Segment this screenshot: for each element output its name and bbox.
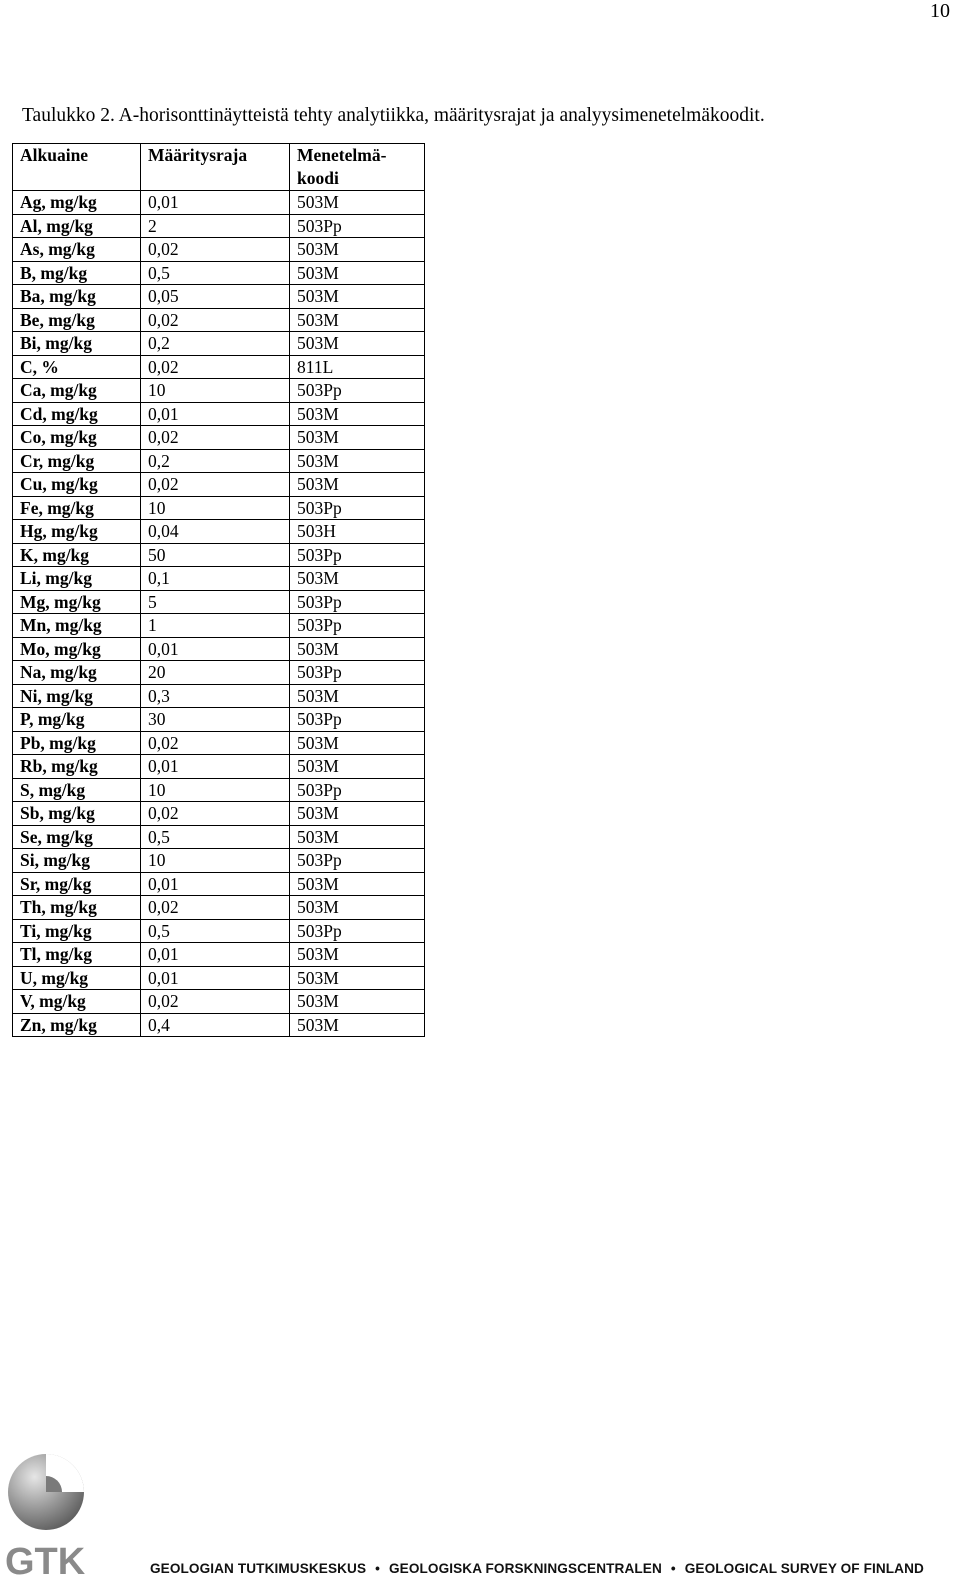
cell-element: Al, mg/kg [13, 214, 141, 238]
cell-method: 503Pp [290, 919, 425, 943]
cell-element: Rb, mg/kg [13, 755, 141, 779]
cell-method: 503Pp [290, 661, 425, 685]
cell-method: 503M [290, 285, 425, 309]
table-row [13, 825, 425, 849]
cell-element: Ni, mg/kg [13, 684, 141, 708]
table-row [13, 332, 425, 356]
cell-limit: 1 [141, 614, 290, 638]
logo-text: GTK [5, 1541, 86, 1580]
cell-limit: 0,02 [141, 308, 290, 332]
table-row [13, 731, 425, 755]
cell-limit: 0,02 [141, 238, 290, 262]
table-row [13, 402, 425, 426]
footer-org-en: GEOLOGICAL SURVEY OF FINLAND [684, 1561, 924, 1576]
cell-element: V, mg/kg [13, 990, 141, 1014]
cell-method: 503M [290, 637, 425, 661]
cell-method: 503M [290, 402, 425, 426]
cell-element: Co, mg/kg [13, 426, 141, 450]
cell-method: 503M [290, 755, 425, 779]
cell-method: 503Pp [290, 614, 425, 638]
cell-element: Mg, mg/kg [13, 590, 141, 614]
table-row [13, 285, 425, 309]
table-row [13, 943, 425, 967]
cell-element: Cu, mg/kg [13, 473, 141, 497]
cell-limit: 0,02 [141, 426, 290, 450]
header-method-line1: Menetelmä- [297, 145, 387, 165]
cell-method: 503M [290, 308, 425, 332]
cell-limit: 0,02 [141, 355, 290, 379]
table-row [13, 520, 425, 544]
cell-limit: 0,05 [141, 285, 290, 309]
cell-element: Ti, mg/kg [13, 919, 141, 943]
table-row [13, 426, 425, 450]
cell-limit: 0,01 [141, 966, 290, 990]
cell-element: Tl, mg/kg [13, 943, 141, 967]
cell-method: 503Pp [290, 778, 425, 802]
cell-limit: 10 [141, 496, 290, 520]
cell-method: 503Pp [290, 379, 425, 403]
table-row [13, 238, 425, 262]
cell-element: As, mg/kg [13, 238, 141, 262]
cell-method: 503M [290, 943, 425, 967]
cell-element: Cr, mg/kg [13, 449, 141, 473]
table-row [13, 590, 425, 614]
cell-element: Hg, mg/kg [13, 520, 141, 544]
cell-method: 503M [290, 449, 425, 473]
table-row [13, 849, 425, 873]
cell-limit: 0,01 [141, 402, 290, 426]
table-row [13, 872, 425, 896]
cell-element: Th, mg/kg [13, 896, 141, 920]
cell-element: U, mg/kg [13, 966, 141, 990]
cell-limit: 0,5 [141, 919, 290, 943]
cell-element: Si, mg/kg [13, 849, 141, 873]
cell-method: 503Pp [290, 496, 425, 520]
cell-method: 503M [290, 990, 425, 1014]
table-row [13, 261, 425, 285]
cell-limit: 0,1 [141, 567, 290, 591]
cell-element: P, mg/kg [13, 708, 141, 732]
cell-element: K, mg/kg [13, 543, 141, 567]
table-row [13, 496, 425, 520]
cell-element: Ba, mg/kg [13, 285, 141, 309]
footer-org-fi: GEOLOGIAN TUTKIMUSKESKUS [150, 1561, 367, 1576]
table-row [13, 473, 425, 497]
page-number: 10 [930, 0, 950, 22]
cell-element: Zn, mg/kg [13, 1013, 141, 1037]
cell-method: 503M [290, 825, 425, 849]
cell-method: 503M [290, 684, 425, 708]
cell-element: S, mg/kg [13, 778, 141, 802]
cell-limit: 2 [141, 214, 290, 238]
gtk-logo [4, 1452, 90, 1580]
table-row [13, 661, 425, 685]
cell-element: Ag, mg/kg [13, 191, 141, 215]
cell-method: 503M [290, 731, 425, 755]
cell-limit: 0,01 [141, 755, 290, 779]
footer-separator: • [670, 1561, 676, 1576]
footer-orgs [150, 1561, 924, 1576]
cell-method: 503M [290, 872, 425, 896]
cell-limit: 0,02 [141, 731, 290, 755]
table-caption: Taulukko 2. A-horisonttinäytteistä tehty analytiikka, määritysrajat ja analyysimenetelmäkoodit. [22, 105, 765, 126]
cell-limit: 10 [141, 849, 290, 873]
cell-method: 503M [290, 966, 425, 990]
table-body [13, 191, 425, 1037]
cell-method: 503M [290, 1013, 425, 1037]
cell-limit: 0,01 [141, 191, 290, 215]
cell-element: B, mg/kg [13, 261, 141, 285]
cell-element: Mo, mg/kg [13, 637, 141, 661]
cell-limit: 0,5 [141, 825, 290, 849]
cell-method: 503Pp [290, 543, 425, 567]
cell-method: 503M [290, 802, 425, 826]
cell-method: 503Pp [290, 708, 425, 732]
cell-method: 503M [290, 426, 425, 450]
table-row [13, 379, 425, 403]
table-row [13, 637, 425, 661]
cell-limit: 20 [141, 661, 290, 685]
cell-limit: 0,02 [141, 802, 290, 826]
table-row [13, 966, 425, 990]
cell-element: Fe, mg/kg [13, 496, 141, 520]
cell-limit: 0,02 [141, 896, 290, 920]
cell-limit: 0,5 [141, 261, 290, 285]
cell-limit: 30 [141, 708, 290, 732]
cell-method: 503Pp [290, 590, 425, 614]
table-header-row [13, 144, 425, 191]
header-limit: Määritysraja [141, 144, 290, 191]
cell-limit: 50 [141, 543, 290, 567]
cell-method: 811L [290, 355, 425, 379]
table-row [13, 543, 425, 567]
cell-method: 503H [290, 520, 425, 544]
cell-method: 503Pp [290, 849, 425, 873]
table-row [13, 191, 425, 215]
table-row [13, 896, 425, 920]
cell-method: 503M [290, 332, 425, 356]
cell-limit: 0,02 [141, 473, 290, 497]
cell-element: Ca, mg/kg [13, 379, 141, 403]
cell-method: 503M [290, 238, 425, 262]
footer-separator: • [375, 1561, 380, 1576]
cell-element: Cd, mg/kg [13, 402, 141, 426]
header-method [290, 144, 425, 191]
header-method-line2: koodi [297, 168, 339, 188]
cell-limit: 0,01 [141, 872, 290, 896]
cell-limit: 5 [141, 590, 290, 614]
cell-element: Sb, mg/kg [13, 802, 141, 826]
cell-element: Mn, mg/kg [13, 614, 141, 638]
table-row [13, 755, 425, 779]
cell-element: Li, mg/kg [13, 567, 141, 591]
cell-element: Se, mg/kg [13, 825, 141, 849]
table-row [13, 449, 425, 473]
cell-element: Na, mg/kg [13, 661, 141, 685]
table-row [13, 567, 425, 591]
cell-method: 503Pp [290, 214, 425, 238]
cell-limit: 10 [141, 778, 290, 802]
table-row [13, 684, 425, 708]
table-row [13, 708, 425, 732]
cell-limit: 10 [141, 379, 290, 403]
table-row [13, 919, 425, 943]
cell-element: Bi, mg/kg [13, 332, 141, 356]
cell-limit: 0,04 [141, 520, 290, 544]
table-row [13, 990, 425, 1014]
footer-org-sv: GEOLOGISKA FORSKNINGSCENTRALEN [389, 1561, 662, 1576]
cell-element: Pb, mg/kg [13, 731, 141, 755]
cell-limit: 0,01 [141, 943, 290, 967]
cell-limit: 0,2 [141, 449, 290, 473]
table-row [13, 308, 425, 332]
table-row [13, 355, 425, 379]
cell-limit: 0,3 [141, 684, 290, 708]
header-element: Alkuaine [13, 144, 141, 191]
table-row [13, 1013, 425, 1037]
cell-method: 503M [290, 191, 425, 215]
table-row [13, 214, 425, 238]
cell-element: Be, mg/kg [13, 308, 141, 332]
cell-limit: 0,4 [141, 1013, 290, 1037]
table-row [13, 778, 425, 802]
cell-method: 503M [290, 473, 425, 497]
cell-limit: 0,01 [141, 637, 290, 661]
cell-method: 503M [290, 896, 425, 920]
table-row [13, 802, 425, 826]
cell-limit: 0,02 [141, 990, 290, 1014]
cell-method: 503M [290, 261, 425, 285]
cell-element: C, % [13, 355, 141, 379]
cell-limit: 0,2 [141, 332, 290, 356]
cell-element: Sr, mg/kg [13, 872, 141, 896]
table-row [13, 614, 425, 638]
cell-method: 503M [290, 567, 425, 591]
analysis-table [12, 143, 425, 1037]
